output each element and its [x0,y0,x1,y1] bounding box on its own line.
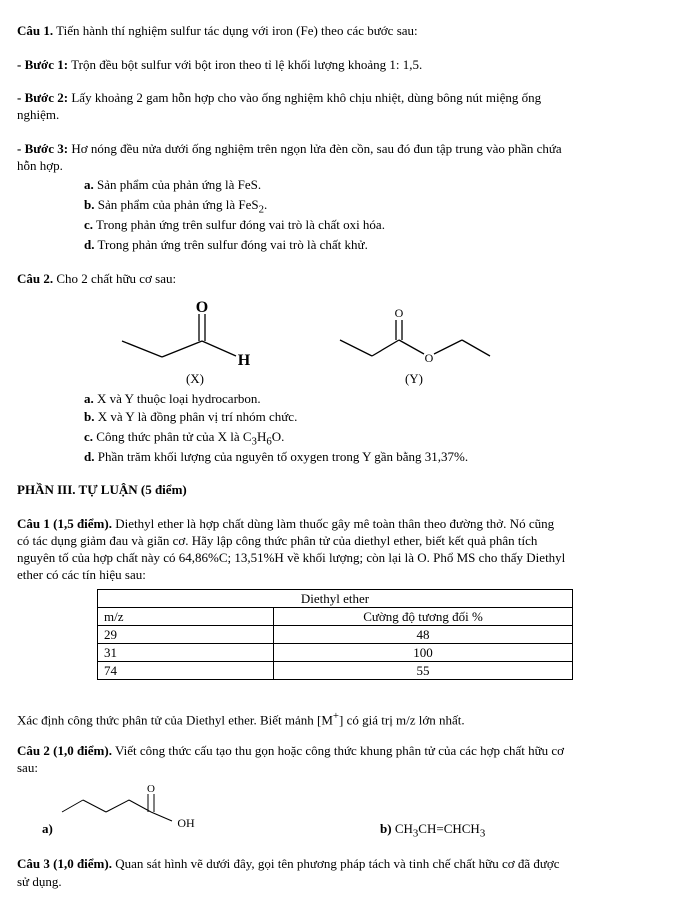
part3-q1-line1: Câu 1 (1,5 điểm). Diethyl ether là hợp chất dùng làm thuốc gây mê toàn thân theo đường thở. Nó cũng [17,516,555,531]
q1-option-a: a. Sản phẩm của phản ứng là FeS. [84,177,262,192]
table-header-mz: m/z [98,608,274,626]
part3-q1-line3: nguyên tố của hợp chất này có 64,86%C; 13,51%H về khối lượng; còn lại là O. Phổ MS cho thấy Diethyl [17,550,566,565]
compound-a-oxygen-label: O [147,783,155,795]
part3-q2-label: Câu 2 (1,0 điểm). [17,743,112,758]
molecule-y-ether-oxygen-label: O [424,351,434,365]
q1-option-c: c. Trong phản ứng trên sulfur đóng vai trò là chất oxi hóa. [84,217,385,232]
q1-label: Câu 1. [17,23,54,38]
part3-q1-label: Câu 1 (1,5 điểm). [17,516,112,531]
table-title: Diethyl ether [98,590,573,608]
table-row: 29 48 [98,626,573,644]
molecule-x-caption: (X) [185,371,205,386]
table-row: 74 55 [98,662,573,680]
table-header-row [98,608,573,626]
compound-b: b) $CH_3CH=CHCH_3$ [380,821,486,840]
part3-q2-line1: Câu 2 (1,0 điểm). Viết công thức cấu tạo thu gọn hoặc công thức khung phân tử của các hợp chất hữu cơ [17,743,565,758]
compound-a-hydroxyl-label: OH [177,816,195,830]
q1-option-d: d. Trong phản ứng trên sulfur đóng vai trò là chất khử. [84,237,368,252]
part3-q2-line2: sau: [17,760,38,775]
part3-heading: PHẦN III. TỰ LUẬN (5 điểm) [17,482,187,497]
q2-option-a: a. X và Y thuộc loại hydrocarbon. [84,391,261,406]
q1-step-3: - Bước 3: Hơ nóng đều nửa dưới ống nghiệm trên ngọn lửa đèn cồn, sau đó đun tập trung vào phần chứa [17,141,562,156]
q1-intro: Câu 1. Tiến hành thí nghiệm sulfur tác dụng với iron (Fe) theo các bước sau: [17,23,418,38]
part3-q1-line4: ether có các tín hiệu sau: [17,567,146,582]
q2-option-d: d. Phần trăm khối lượng của nguyên tố oxygen trong Y gần bằng 31,37%. [84,449,469,464]
part3-q1-line2: có tác dụng giảm đau và giãn cơ. Hãy lập công thức phân tử của diethyl ether, biết kết quả phân tích [17,533,538,548]
ms-spectrum-table [97,589,573,680]
compound-a-label: a) [42,821,53,836]
q1-step-1: - Bước 1: Trộn đều bột sulfur với bột iron theo tỉ lệ khối lượng khoảng 1: 1,5. [17,57,423,72]
q1-step-3-cont: hỗn hợp. [17,158,63,173]
q1-option-b: b. Sản phẩm của phản ứng là FeS$_2$. [84,197,268,216]
table-title-row [98,590,573,608]
molecule-y-carbonyl-oxygen-label: O [394,306,404,320]
q1-step-2-cont: nghiệm. [17,107,60,122]
compound-b-label: b) [380,821,392,836]
q2-label: Câu 2. [17,271,54,286]
q2-option-c: c. Công thức phân tử của X là $C_3H_6O$. [84,429,285,448]
molecule-x-hydrogen-label: H [237,352,251,369]
table-header-intensity: Cường độ tương đối % [274,608,573,626]
q1-step-2: - Bước 2: Lấy khoảng 2 gam hỗn hợp cho vào ống nghiệm khô chịu nhiệt, dùng bông nút miệng ống [17,90,542,105]
part3-q3-line2: sử dụng. [17,874,62,889]
table-row: 31 100 [98,644,573,662]
part3-q3-label: Câu 3 (1,0 điểm). [17,856,112,871]
molecule-y-caption: (Y) [404,371,424,386]
q2-intro: Câu 2. Cho 2 chất hữu cơ sau: [17,271,177,286]
part3-q1-task: Xác định công thức phân tử của Diethyl ether. Biết mảnh [M+] có giá trị m/z lớn nhất. [17,710,465,728]
part3-q3-line1: Câu 3 (1,0 điểm). Quan sát hình vẽ dưới đây, gọi tên phương pháp tách và tinh chế chất hữu cơ đã được [17,856,560,871]
q2-option-b: b. X và Y là đồng phân vị trí nhóm chức. [84,409,298,424]
molecule-x-oxygen-label: O [195,299,209,316]
